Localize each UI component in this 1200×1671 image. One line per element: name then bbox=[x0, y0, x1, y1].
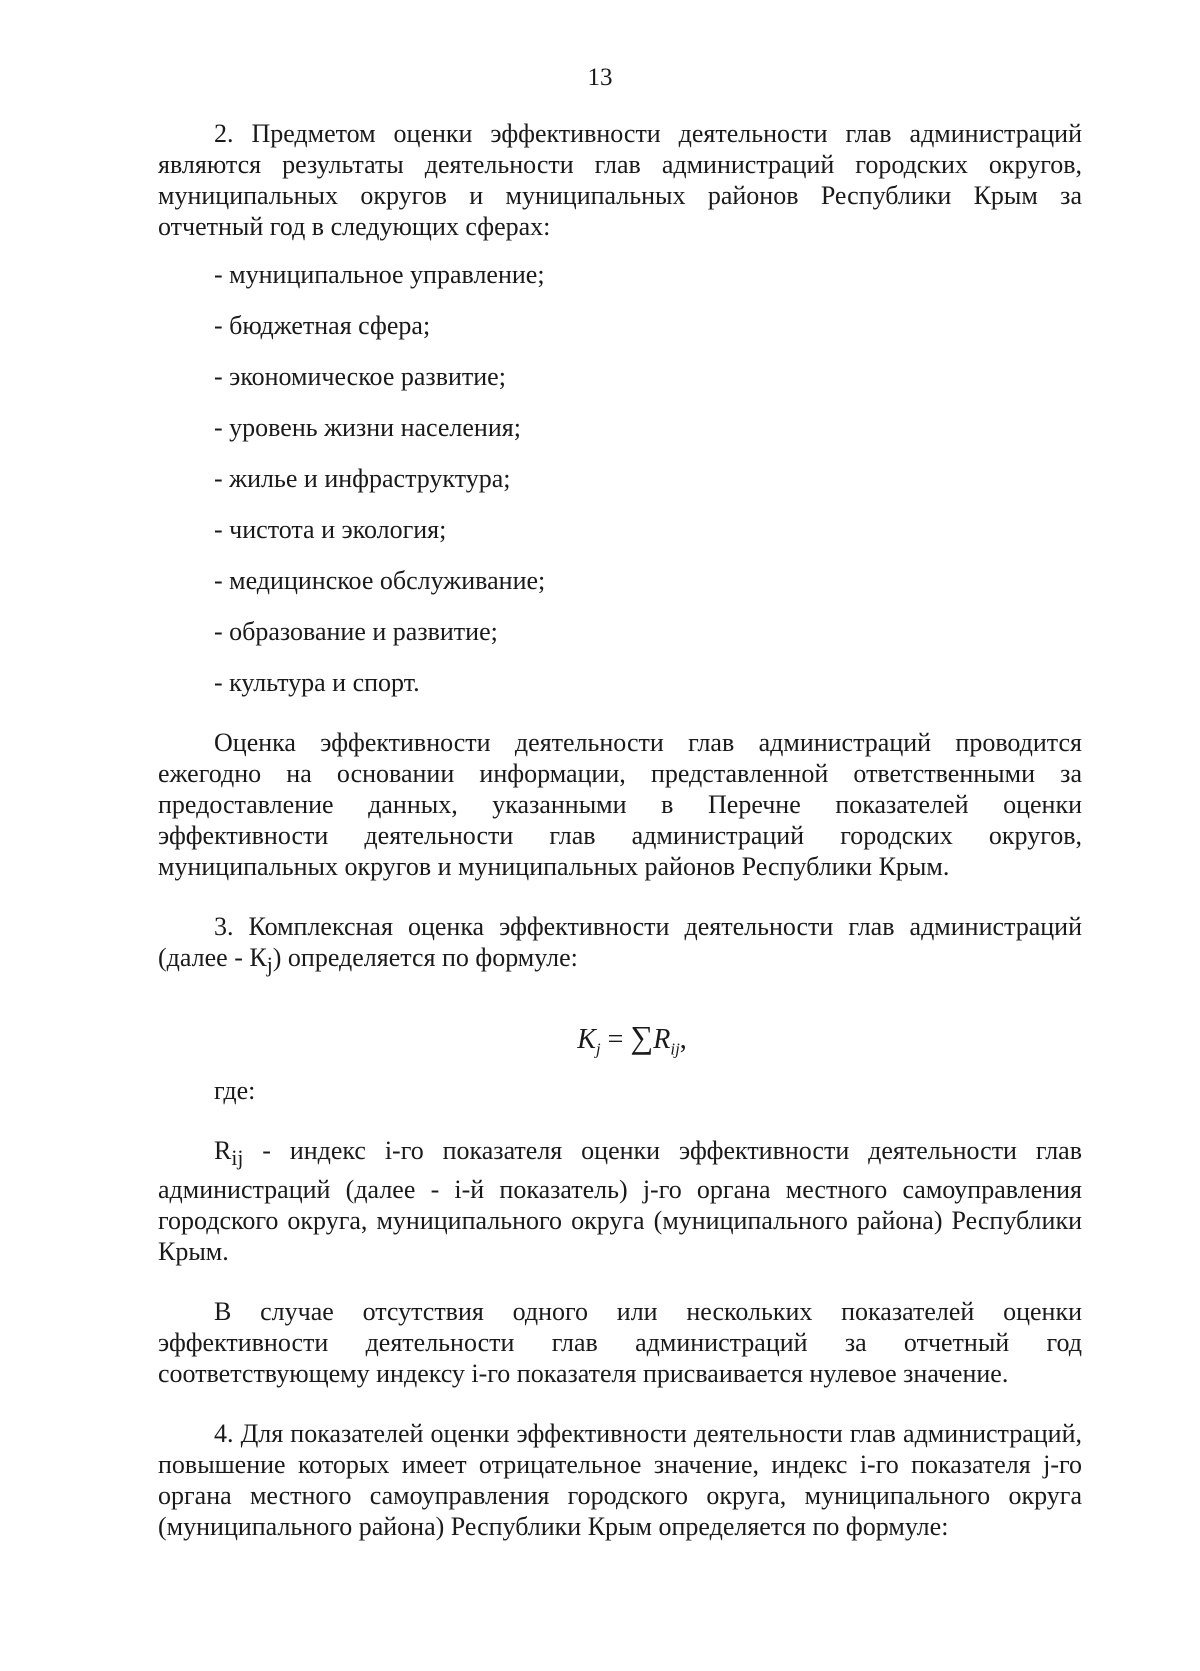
paragraph-3-end: ) определяется по формуле: bbox=[272, 943, 578, 972]
paragraph-4: 4. Для показателей оценки эффективности деятельности глав администраций, повышение которых имеет отрицательное значение, индекс i-го показателя j-го органа местного самоуправления городского округа, муниципального округа (муниципального района) Республики Крым определяется по формуле: bbox=[158, 1419, 1082, 1542]
rij-symbol: R bbox=[214, 1136, 232, 1166]
formula-rhs: R bbox=[653, 1024, 671, 1056]
list-item: - культура и спорт. bbox=[214, 668, 420, 697]
list-item: - чистота и экология; bbox=[214, 515, 447, 544]
paragraph-rij bbox=[158, 1135, 1082, 1267]
formula-lhs: K bbox=[577, 1024, 596, 1056]
formula-equals: = bbox=[607, 1024, 624, 1056]
where-label: где: bbox=[214, 1076, 256, 1106]
paragraph-assessment: Оценка эффективности деятельности глав администраций проводится ежегодно на основании информации, представленной ответственными за предоставление данных, указанными в Перечне показателей оценки эффективности деятельности глав администраций городских округов, муниципальных округов и муниципальных районов Республики Крым. bbox=[158, 728, 1082, 881]
rij-subscript: ij bbox=[231, 1146, 244, 1171]
rij-definition: - индекс i-го показателя оценки эффективности деятельности глав администраций (далее - i-й показатель) j-го органа местного самоуправления городского округа, муниципального округа (муниципального района) Республики Крым. bbox=[158, 1136, 1082, 1267]
list-item: - жилье и инфраструктура; bbox=[214, 464, 511, 493]
spheres-list bbox=[158, 259, 1082, 698]
page-number: 13 bbox=[587, 64, 613, 91]
list-item: - экономическое развитие; bbox=[214, 362, 506, 391]
paragraph-3-start: 3. Комплексная оценка эффективности деятельности глав администраций (далее - К bbox=[158, 912, 1082, 972]
formula-lhs-sub: j bbox=[595, 1039, 601, 1059]
list-item: - уровень жизни населения; bbox=[214, 413, 521, 442]
formula-kj bbox=[158, 1017, 1082, 1057]
list-item: - бюджетная сфера; bbox=[214, 311, 431, 340]
formula-rhs-sub: ij bbox=[670, 1039, 680, 1059]
paragraph-3 bbox=[158, 911, 1082, 981]
page-content bbox=[158, 118, 1082, 1542]
formula-comma: , bbox=[679, 1024, 687, 1056]
list-item: - медицинское обслуживание; bbox=[214, 566, 546, 595]
formula-sigma: ∑ bbox=[630, 1019, 654, 1056]
list-item: - муниципальное управление; bbox=[214, 260, 545, 289]
paragraph-absence: В случае отсутствия одного или нескольких показателей оценки эффективности деятельности глав администраций за отчетный год соответствующему индексу i-го показателя присваивается нулевое значение. bbox=[158, 1297, 1082, 1389]
list-item: - образование и развитие; bbox=[214, 617, 498, 646]
paragraph-2: 2. Предметом оценки эффективности деятельности глав администраций являются результаты деятельности глав администраций городских округов, муниципальных округов и муниципальных районов Республики Крым за отчетный год в следующих сферах: bbox=[158, 119, 1082, 241]
paragraph-3-subscript: j bbox=[266, 953, 273, 978]
